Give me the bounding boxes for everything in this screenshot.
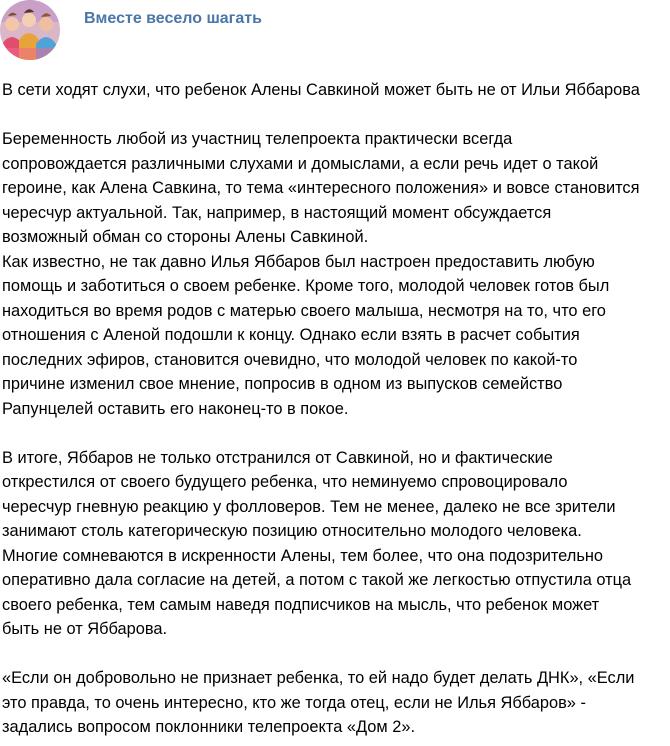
text-line: сопровождается различными слухами и домыслами, а если речь идет о такой	[2, 154, 599, 173]
text-line: своего ребенка, тем самым наведя подписчиков на мысль, что ребенок может	[2, 595, 600, 614]
text-line: открестился от своего будущего ребенка, что неминуемо спровоцировало	[2, 473, 568, 491]
text-line: чересчур гневную реакцию у фолловеров. Тем не менее, далеко не все зрители	[2, 497, 616, 516]
post-paragraph	[2, 127, 668, 421]
text-line: занимают столь категорическую позицию относительно молодого человека.	[2, 522, 582, 540]
text-line: героине, как Алена Савкина, то тема «интересного положения» и вовсе становится	[2, 179, 640, 197]
post-paragraph	[2, 666, 668, 740]
group-name-link[interactable]: Вместе весело шагать	[84, 10, 262, 27]
text-line: Как известно, не так давно Илья Яббаров был настроен предоставить любую	[2, 252, 595, 271]
group-avatar-icon[interactable]	[0, 0, 60, 60]
text-line: отношения с Аленой подошли к концу. Однако если взять в расчет события	[2, 326, 580, 344]
text-line: задались вопросом поклонники телепроекта «Дом 2».	[2, 718, 415, 736]
text-line: быть не от Яббарова.	[2, 620, 168, 638]
text-line: последних эфиров, становится очевидно, что молодой человек по какой-то	[2, 350, 578, 369]
post-paragraph	[2, 446, 668, 642]
post-header	[0, 0, 670, 64]
text-line: помощь и заботиться о своем ребенке. Кроме того, молодой человек готов был	[2, 277, 610, 295]
text-line: В итоге, Яббаров не только отстранился от Савкиной, но и фактические	[2, 448, 553, 467]
text-line: возможный обман со стороны Алены Савкиной.	[2, 228, 369, 246]
text-line: причине изменил свое мнение, попросив в одном из выпусков семейство	[2, 375, 563, 393]
text-line: Беременность любой из участниц телепроекта практически всегда	[2, 130, 513, 148]
text-line: это правда, то очень интересно, кто же тогда отец, если не Илья Яббаров» -	[2, 693, 586, 712]
post-text	[2, 78, 668, 740]
text-line: «Если он добровольно не признает ребенка, то ей надо будет делать ДНК», «Если	[2, 669, 635, 687]
post-headline: В сети ходят слухи, что ребенок Алены Савкиной может быть не от Ильи Яббарова	[2, 81, 640, 99]
text-line: оперативно дала согласие на детей, а потом с такой же легкостью отпустила отца	[2, 571, 632, 589]
text-line: находиться во время родов с матерью своего малыша, несмотря на то, что его	[2, 301, 606, 320]
text-line: Рапунцелей оставить его наконец-то в покое.	[2, 399, 349, 418]
text-line: Многие сомневаются в искренности Алены, тем более, что она подозрительно	[2, 546, 604, 565]
group-avatar-image	[0, 0, 60, 60]
text-line: чересчур актуальной. Так, например, в настоящий момент обсуждается	[2, 203, 552, 222]
